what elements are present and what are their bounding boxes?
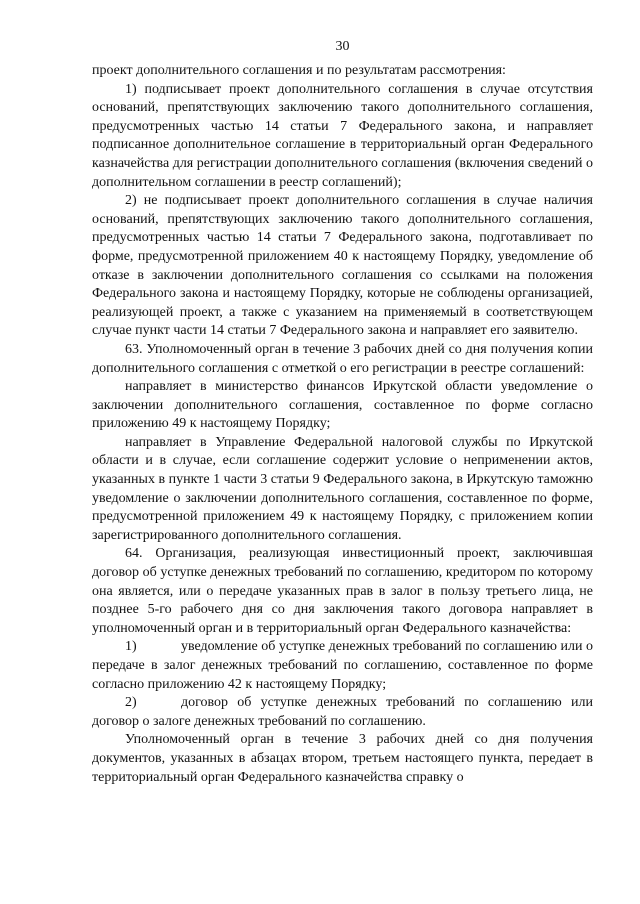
- item-text: уведомление об уступке денежных требований по соглашению или о передаче в залог денежных требований по соглашению, составленное по форме согласно приложению 42 к настоящему Порядку;: [92, 639, 593, 692]
- item-text: договор об уступке денежных требований по соглашению или договор о залоге денежных требований по соглашению.: [92, 695, 593, 729]
- paragraph-64: 64. Организация, реализующая инвестиционный проект, заключившая договор об уступке денежных требований по соглашению, кредитором по которому она является, или о передаче указанных прав в залог в пользу третьего лица, не позднее 5-го рабочего дня со дня заключения такого договора направляет в уполномоченный орган и в территориальный орган Федерального казначейства:: [92, 546, 593, 636]
- paragraph-item-2-refuse: 2) не подписывает проект дополнительного соглашения в случае наличия оснований, препятствующих заключению такого дополнительного соглашения, предусмотренных частью 14 статьи 7 Федерального закона, подготавливает по форме, предусмотренной приложением 40 к настоящему Порядку, уведомление об отказе в заключении дополнительного соглашения со ссылками на положения Федерального закона и настоящему Порядку, которые не соблюдены организацией, реализующей проект, а также с указанием на применяемый в соответствующем случае пункт части 14 статьи 7 Федерального закона и направляет его заявителю.: [92, 193, 593, 339]
- document-page: [92, 40, 593, 787]
- paragraph-64-item-1: [92, 638, 593, 694]
- paragraph-64-item-2: [92, 694, 593, 731]
- page-number: 30: [335, 39, 350, 54]
- paragraph-63-fns: направляет в Управление Федеральной налоговой службы по Иркутской области и в случае, если соглашение содержит условие о неприменении актов, указанных в пункте 1 части 3 статьи 9 Федерального закона, в Иркутскую таможню уведомление о заключении дополнительного соглашения, составленное по форме, предусмотренной приложением 49 к настоящему Порядку, с приложением копии зарегистрированного дополнительного соглашения.: [92, 434, 593, 543]
- paragraph-item-1-sign: 1) подписывает проект дополнительного соглашения в случае отсутствия оснований, препятствующих заключению такого дополнительного соглашения, предусмотренных частью 14 статьи 7 Федерального закона, и направляет подписанное дополнительное соглашение в территориальный орган Федерального казначейства для регистрации дополнительного соглашения (включения сведений о дополнительном соглашении в реестр соглашений);: [92, 81, 593, 190]
- paragraph-intro: проект дополнительного соглашения и по результатам рассмотрения:: [92, 63, 506, 78]
- paragraph-63: 63. Уполномоченный орган в течение 3 рабочих дней со дня получения копии дополнительного соглашения с отметкой о его регистрации в реестре соглашений:: [92, 341, 593, 376]
- item-marker: 1): [125, 639, 137, 655]
- paragraph-64-final: Уполномоченный орган в течение 3 рабочих дней со дня получения документов, указанных в абзацах втором, третьем настоящего пункта, передает в территориальный орган Федерального казначейства справку о: [92, 732, 593, 785]
- paragraph-63-minfin: направляет в министерство финансов Иркутской области уведомление о заключении дополнительного соглашения, составленное по форме согласно приложению 49 к настоящему Порядку;: [92, 379, 593, 432]
- item-marker: 2): [125, 695, 137, 711]
